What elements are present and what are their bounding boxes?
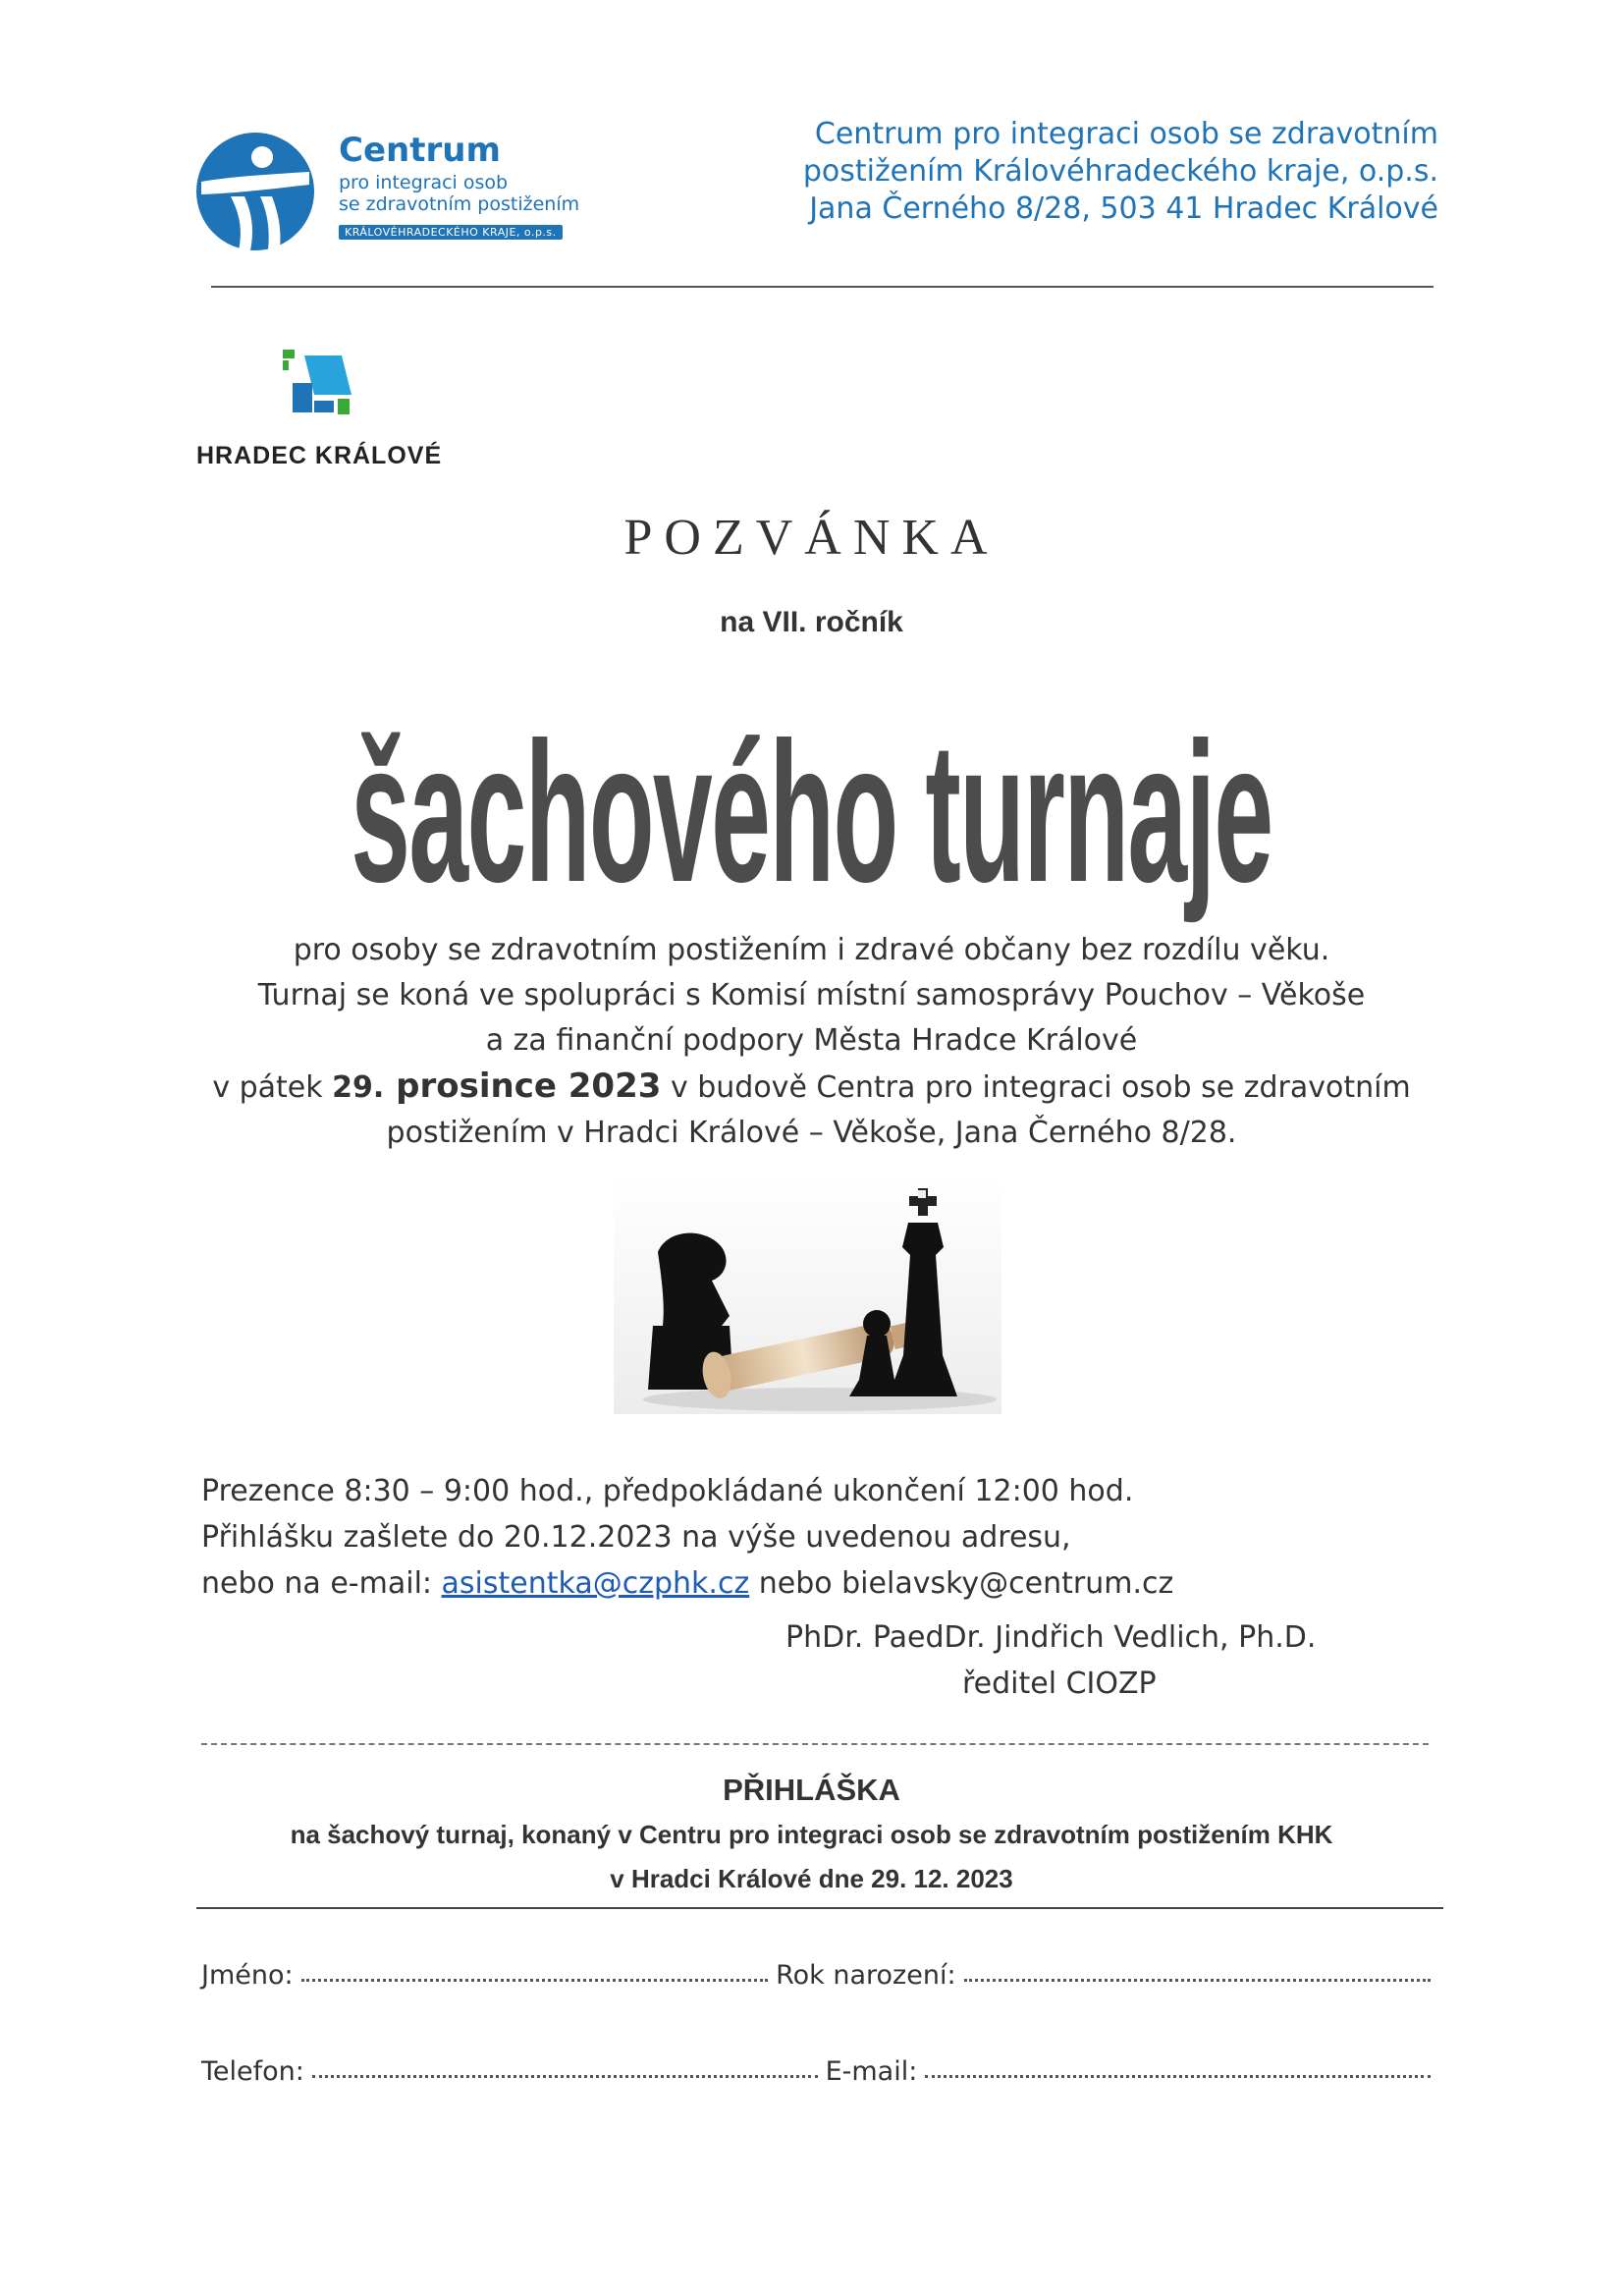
logo-band: KRÁLOVÉHRADECKÉHO KRAJE, o.p.s. xyxy=(339,225,563,240)
organization-address xyxy=(803,116,1438,228)
logo-title: Centrum xyxy=(339,131,501,170)
address-line-2: postižením Královéhradeckého kraje, o.p.s. xyxy=(802,154,1438,189)
email-field[interactable] xyxy=(925,2075,1431,2078)
city-logo-icon xyxy=(275,344,363,432)
signature-block xyxy=(785,1614,1316,1707)
form-subtitle-1: na šachový turnaj, konaný v Centru pro integraci osob se zdravotním postižením KHK xyxy=(290,1820,1333,1849)
hradec-kralove-logo xyxy=(196,344,481,481)
description-line-3: a za finanční podpory Města Hradce Králové xyxy=(485,1023,1138,1058)
phone-field[interactable] xyxy=(312,2075,818,2078)
logo-subtitle-2: se zdravotním postižením xyxy=(339,193,580,215)
chess-pieces-image xyxy=(614,1178,1001,1414)
invitation-description xyxy=(0,928,1623,1156)
info-line-3 xyxy=(201,1560,1173,1607)
info-line-2: Přihlášku zašlete do 20.12.2023 na výše uvedenou adresu, xyxy=(201,1520,1071,1555)
signature-name: PhDr. PaedDr. Jindřich Vedlich, Ph.D. xyxy=(785,1620,1317,1655)
centrum-logo-symbol-icon xyxy=(191,128,319,255)
form-subtitle-2: v Hradci Králové dne 29. 12. 2023 xyxy=(610,1864,1013,1893)
email-prefix: nebo na e-mail: xyxy=(201,1566,442,1601)
cut-line xyxy=(201,1743,1429,1745)
birth-year-label: Rok narození: xyxy=(776,1960,956,1991)
centrum-logo xyxy=(191,123,623,260)
invitation-title: POZVÁNKA xyxy=(623,510,1000,566)
date-prefix: v pátek xyxy=(212,1070,333,1105)
address-line-3: Jana Černého 8/28, 503 41 Hradec Králové xyxy=(809,191,1438,226)
info-line-1: Prezence 8:30 – 9:00 hod., předpokládané ukončení 12:00 hod. xyxy=(201,1474,1134,1508)
edition-text: na VII. ročník xyxy=(720,606,903,638)
event-date: prosince 2023 xyxy=(384,1066,662,1106)
event-day: 29. xyxy=(332,1070,385,1105)
email-alternative: nebo bielavsky@centrum.cz xyxy=(749,1566,1174,1601)
tournament-heading: šachového turnaje xyxy=(351,699,1272,924)
form-row-name xyxy=(201,1960,1438,1991)
email-label: E-mail: xyxy=(825,2056,918,2087)
birth-year-field[interactable] xyxy=(964,1979,1431,1982)
name-label: Jméno: xyxy=(201,1960,294,1991)
signature-role: ředitel CIOZP xyxy=(962,1667,1157,1701)
form-row-contact xyxy=(201,2056,1438,2087)
description-line-1: pro osoby se zdravotním postižením i zdravé občany bez rozdílu věku. xyxy=(293,933,1330,967)
venue-text: v budově Centra pro integraci osob se zdravotním xyxy=(661,1070,1411,1105)
form-title: PŘIHLÁŠKA xyxy=(723,1773,900,1807)
city-name: HRADEC KRÁLOVÉ xyxy=(196,442,443,469)
address-line-1: Centrum pro integraci osob se zdravotním xyxy=(814,117,1438,151)
phone-label: Telefon: xyxy=(201,2056,304,2087)
form-divider xyxy=(196,1907,1443,1909)
header-divider xyxy=(211,286,1434,288)
name-field[interactable] xyxy=(301,1979,768,1982)
description-line-2: Turnaj se koná ve spolupráci s Komisí místní samosprávy Pouchov – Věkoše xyxy=(257,978,1366,1012)
logo-subtitle-1: pro integraci osob xyxy=(339,172,509,193)
email-link[interactable]: asistentka@czphk.cz xyxy=(441,1566,750,1601)
description-line-5: postižením v Hradci Králové – Věkoše, Jana Černého 8/28. xyxy=(386,1116,1237,1150)
description-line-4 xyxy=(0,1064,1623,1111)
registration-info xyxy=(201,1468,1173,1607)
